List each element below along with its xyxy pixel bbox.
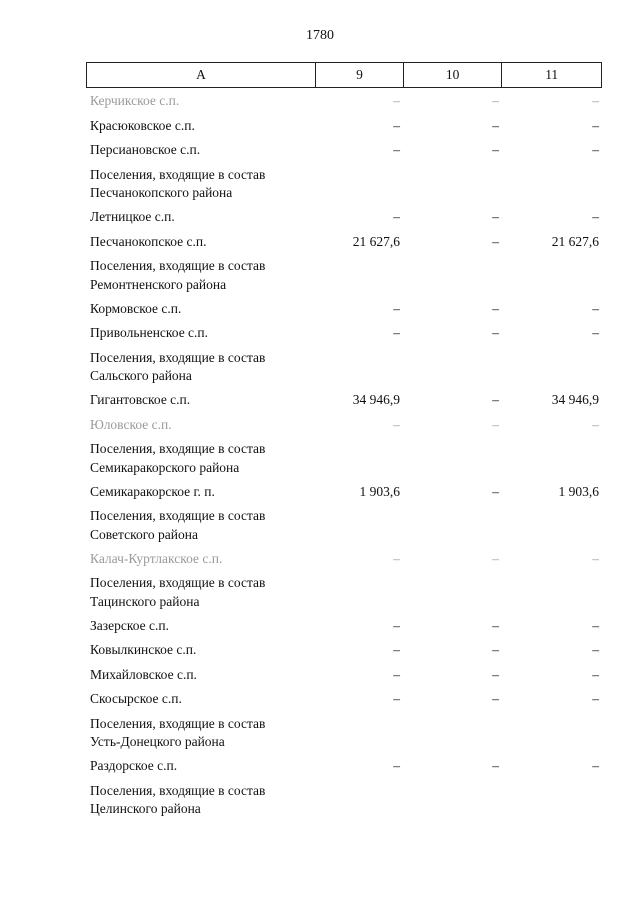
row-name: Поселения, входящие в состав Советского района — [90, 508, 266, 542]
table-row — [86, 715, 602, 758]
row-value-col-9: – — [393, 300, 400, 316]
row-value-col-9: – — [393, 93, 400, 108]
row-value-col-11: – — [592, 666, 599, 682]
page-number: 1780 — [306, 28, 334, 43]
table-row — [86, 92, 602, 117]
row-value-col-11: – — [592, 300, 599, 316]
row-name: Летницкое с.п. — [90, 209, 175, 224]
row-value-col-9: 21 627,6 — [352, 233, 400, 249]
row-value-col-9: 34 946,9 — [352, 392, 400, 407]
row-name: Скосырское с.п. — [90, 691, 182, 706]
header-col-9: 9 — [315, 63, 403, 87]
row-name: Калач-Куртлакское с.п. — [90, 550, 223, 566]
table-row — [86, 574, 602, 617]
row-name: Семикаракорское г. п. — [90, 483, 215, 499]
row-value-col-9: – — [393, 550, 400, 566]
row-value-col-11: 1 903,6 — [558, 483, 599, 499]
header-col-11: 11 — [501, 63, 601, 87]
header-col-10: 10 — [403, 63, 502, 87]
table-row — [86, 324, 602, 349]
row-value-col-10: – — [492, 300, 499, 316]
row-value-col-9: – — [393, 325, 400, 340]
row-value-col-9: – — [393, 142, 400, 157]
row-value-col-10: – — [492, 209, 499, 224]
table-row — [86, 440, 602, 483]
row-value-col-11: – — [592, 416, 599, 432]
table-row — [86, 550, 602, 575]
table-row — [86, 141, 602, 166]
row-value-col-11: 21 627,6 — [551, 233, 599, 249]
table-header — [86, 62, 602, 88]
row-value-col-10: – — [492, 142, 499, 157]
table-row — [86, 300, 602, 325]
row-value-col-11: – — [592, 325, 599, 340]
table-row — [86, 257, 602, 300]
table-row — [86, 166, 602, 209]
row-name: Красюковское с.п. — [90, 117, 195, 133]
row-value-col-11: – — [592, 691, 599, 706]
row-value-col-11: – — [592, 758, 599, 773]
row-value-col-9: 1 903,6 — [359, 483, 400, 499]
row-value-col-9: – — [393, 209, 400, 224]
row-value-col-11: – — [592, 642, 599, 657]
row-value-col-10: – — [492, 233, 499, 249]
table-row — [86, 391, 602, 416]
row-value-col-10: – — [492, 617, 499, 633]
table-row — [86, 690, 602, 715]
table-row — [86, 666, 602, 691]
row-value-col-10: – — [492, 666, 499, 682]
row-name: Керчикское с.п. — [90, 93, 180, 108]
row-value-col-10: – — [492, 483, 499, 499]
table-row — [86, 507, 602, 550]
row-name: Михайловское с.п. — [90, 666, 197, 682]
row-value-col-9: – — [393, 617, 400, 633]
row-name: Юловское с.п. — [90, 416, 172, 432]
row-value-col-9: – — [393, 416, 400, 432]
row-name: Поселения, входящие в состав Усть-Донецкого района — [90, 715, 266, 749]
row-value-col-9: – — [393, 642, 400, 657]
row-name: Поселения, входящие в состав Целинского района — [90, 782, 266, 816]
table-row — [86, 349, 602, 392]
row-value-col-11: – — [592, 93, 599, 108]
row-value-col-9: – — [393, 666, 400, 682]
row-value-col-10: – — [492, 93, 499, 108]
row-value-col-10: – — [492, 416, 499, 432]
table-row — [86, 782, 602, 825]
budget-table — [86, 62, 602, 824]
row-value-col-10: – — [492, 758, 499, 773]
table-row — [86, 641, 602, 666]
row-name: Поселения, входящие в состав Тацинского района — [90, 575, 266, 609]
row-value-col-11: – — [592, 617, 599, 633]
row-value-col-9: – — [393, 691, 400, 706]
row-name: Поселения, входящие в состав Песчанокопского района — [90, 166, 266, 200]
row-value-col-11: – — [592, 209, 599, 224]
row-value-col-10: – — [492, 550, 499, 566]
row-value-col-11: – — [592, 550, 599, 566]
row-value-col-9: – — [393, 758, 400, 773]
table-row — [86, 233, 602, 258]
row-value-col-11: – — [592, 117, 599, 133]
table-row — [86, 117, 602, 142]
table-row — [86, 617, 602, 642]
row-value-col-11: – — [592, 142, 599, 157]
row-value-col-10: – — [492, 691, 499, 706]
table-row — [86, 483, 602, 508]
row-value-col-10: – — [492, 642, 499, 657]
row-name: Персиановское с.п. — [90, 142, 201, 157]
row-name: Кормовское с.п. — [90, 300, 182, 316]
row-name: Поселения, входящие в состав Ремонтненского района — [90, 258, 266, 292]
row-name: Поселения, входящие в состав Семикаракорского района — [90, 441, 266, 475]
row-name: Песчанокопское с.п. — [90, 233, 207, 249]
row-name: Ковылкинское с.п. — [90, 642, 197, 657]
header-col-a: А — [196, 67, 206, 82]
table-body — [86, 92, 602, 824]
row-name: Привольненское с.п. — [90, 325, 209, 340]
row-name: Гигантовское с.п. — [90, 392, 191, 407]
table-row — [86, 757, 602, 782]
row-value-col-10: – — [492, 392, 499, 407]
row-value-col-10: – — [492, 325, 499, 340]
row-name: Зазерское с.п. — [90, 617, 169, 633]
table-row — [86, 208, 602, 233]
table-row — [86, 416, 602, 441]
row-name: Поселения, входящие в состав Сальского района — [90, 349, 266, 383]
row-name: Раздорское с.п. — [90, 758, 178, 773]
row-value-col-9: – — [393, 117, 400, 133]
row-value-col-10: – — [492, 117, 499, 133]
row-value-col-11: 34 946,9 — [551, 392, 599, 407]
